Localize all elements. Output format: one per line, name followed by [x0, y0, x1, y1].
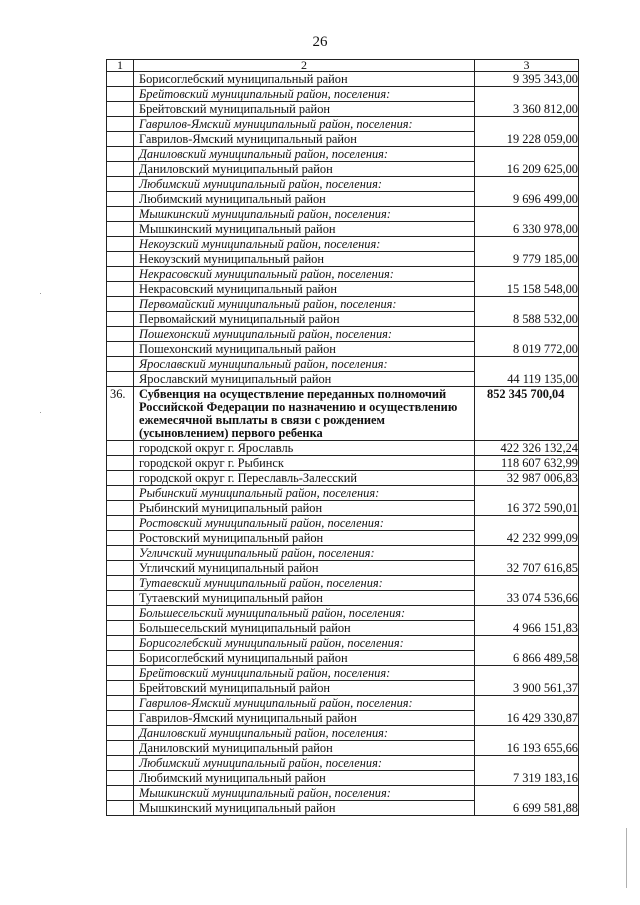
table-row: [107, 456, 579, 471]
table-row: [107, 192, 579, 207]
amount: [475, 756, 579, 771]
item-number: [107, 471, 134, 486]
item-number: [107, 162, 134, 177]
margin-mark: [626, 828, 627, 888]
district-subheading: Ярославский муниципальный район, поселения:: [134, 357, 475, 372]
item-number: [107, 561, 134, 576]
item-number: [107, 501, 134, 516]
subheading-row: [107, 297, 579, 312]
district-subheading: Тутаевский муниципальный район, поселения:: [134, 576, 475, 591]
recipient-name: городской округ г. Ярославль: [134, 441, 475, 456]
recipient-name: Любимский муниципальный район: [134, 192, 475, 207]
amount: 6 866 489,58: [475, 651, 579, 666]
item-number: [107, 252, 134, 267]
table-row: [107, 132, 579, 147]
table-row: [107, 681, 579, 696]
item-number: [107, 297, 134, 312]
item-number: [107, 117, 134, 132]
table-row: [107, 441, 579, 456]
recipient-name: Брейтовский муниципальный район: [134, 102, 475, 117]
table-row: [107, 501, 579, 516]
section-row: [107, 387, 579, 441]
item-number: [107, 636, 134, 651]
table-row: [107, 252, 579, 267]
district-subheading: Первомайский муниципальный район, поселения:: [134, 297, 475, 312]
item-number: [107, 72, 134, 87]
recipient-name: Брейтовский муниципальный район: [134, 681, 475, 696]
margin-speck: [40, 293, 41, 294]
subheading-row: [107, 696, 579, 711]
district-subheading: Мышкинский муниципальный район, поселения:: [134, 786, 475, 801]
item-number: [107, 237, 134, 252]
district-subheading: Брейтовский муниципальный район, поселения:: [134, 666, 475, 681]
table-row: [107, 801, 579, 816]
subheading-row: [107, 486, 579, 501]
item-number: [107, 207, 134, 222]
item-number: [107, 546, 134, 561]
district-subheading: Любимский муниципальный район, поселения:: [134, 756, 475, 771]
amount: 16 429 330,87: [475, 711, 579, 726]
budget-table: [106, 59, 579, 816]
amount: 118 607 632,99: [475, 456, 579, 471]
recipient-name: Любимский муниципальный район: [134, 771, 475, 786]
recipient-name: городской округ г. Рыбинск: [134, 456, 475, 471]
margin-speck: [40, 412, 41, 413]
amount: 9 779 185,00: [475, 252, 579, 267]
item-number: [107, 192, 134, 207]
subheading-row: [107, 606, 579, 621]
item-number: [107, 372, 134, 387]
item-number: 36.: [107, 387, 134, 441]
item-number: [107, 516, 134, 531]
subheading-row: [107, 327, 579, 342]
item-number: [107, 102, 134, 117]
district-subheading: Гаврилов-Ямский муниципальный район, поселения:: [134, 117, 475, 132]
item-number: [107, 606, 134, 621]
recipient-name: Ярославский муниципальный район: [134, 372, 475, 387]
amount: 32 707 616,85: [475, 561, 579, 576]
table-row: [107, 621, 579, 636]
item-number: [107, 342, 134, 357]
subheading-row: [107, 576, 579, 591]
table-row: [107, 471, 579, 486]
amount: [475, 267, 579, 282]
subheading-row: [107, 666, 579, 681]
amount: 33 074 536,66: [475, 591, 579, 606]
table-row: [107, 312, 579, 327]
district-subheading: Брейтовский муниципальный район, поселения:: [134, 87, 475, 102]
item-number: [107, 132, 134, 147]
header-col-3: 3: [475, 60, 579, 72]
item-number: [107, 267, 134, 282]
recipient-name: Угличский муниципальный район: [134, 561, 475, 576]
amount: 16 209 625,00: [475, 162, 579, 177]
amount: [475, 726, 579, 741]
header-col-1: 1: [107, 60, 134, 72]
amount: 3 900 561,37: [475, 681, 579, 696]
district-subheading: Мышкинский муниципальный район, поселения:: [134, 207, 475, 222]
subheading-row: [107, 357, 579, 372]
amount: [475, 786, 579, 801]
amount: 44 119 135,00: [475, 372, 579, 387]
item-number: [107, 786, 134, 801]
district-subheading: Ростовский муниципальный район, поселения:: [134, 516, 475, 531]
district-subheading: Даниловский муниципальный район, поселения:: [134, 147, 475, 162]
header-col-2: 2: [134, 60, 475, 72]
amount: 3 360 812,00: [475, 102, 579, 117]
table-row: [107, 651, 579, 666]
amount: [475, 516, 579, 531]
recipient-name: Некрасовский муниципальный район: [134, 282, 475, 297]
subheading-row: [107, 117, 579, 132]
page-number: 26: [312, 34, 328, 50]
district-subheading: Некоузский муниципальный район, поселения:: [134, 237, 475, 252]
amount: 9 696 499,00: [475, 192, 579, 207]
recipient-name: Первомайский муниципальный район: [134, 312, 475, 327]
item-number: [107, 282, 134, 297]
amount: [475, 87, 579, 102]
table-row: [107, 561, 579, 576]
table-row: [107, 741, 579, 756]
amount: 6 330 978,00: [475, 222, 579, 237]
item-number: [107, 741, 134, 756]
item-number: [107, 681, 134, 696]
recipient-name: Даниловский муниципальный район: [134, 162, 475, 177]
table-row: [107, 72, 579, 87]
item-number: [107, 726, 134, 741]
district-subheading: Угличский муниципальный район, поселения:: [134, 546, 475, 561]
subheading-row: [107, 636, 579, 651]
recipient-name: Ростовский муниципальный район: [134, 531, 475, 546]
recipient-name: Мышкинский муниципальный район: [134, 801, 475, 816]
table-body: [107, 72, 579, 816]
amount: 6 699 581,88: [475, 801, 579, 816]
amount: 4 966 151,83: [475, 621, 579, 636]
header-row: [107, 60, 579, 72]
recipient-name: Тутаевский муниципальный район: [134, 591, 475, 606]
district-subheading: Даниловский муниципальный район, поселения:: [134, 726, 475, 741]
item-number: [107, 456, 134, 471]
amount: [475, 666, 579, 681]
subheading-row: [107, 786, 579, 801]
recipient-name: Борисоглебский муниципальный район: [134, 72, 475, 87]
item-number: [107, 486, 134, 501]
table-row: [107, 531, 579, 546]
amount: [475, 297, 579, 312]
item-number: [107, 696, 134, 711]
subheading-row: [107, 516, 579, 531]
item-number: [107, 327, 134, 342]
district-subheading: Любимский муниципальный район, поселения:: [134, 177, 475, 192]
amount: [475, 357, 579, 372]
recipient-name: Гаврилов-Ямский муниципальный район: [134, 132, 475, 147]
recipient-name: Пошехонский муниципальный район: [134, 342, 475, 357]
item-number: [107, 177, 134, 192]
table-row: [107, 591, 579, 606]
item-number: [107, 621, 134, 636]
amount: 16 372 590,01: [475, 501, 579, 516]
amount: [475, 636, 579, 651]
amount: 42 232 999,09: [475, 531, 579, 546]
amount: 7 319 183,16: [475, 771, 579, 786]
amount: [475, 327, 579, 342]
amount: [475, 117, 579, 132]
amount: 16 193 655,66: [475, 741, 579, 756]
item-number: [107, 711, 134, 726]
amount: 19 228 059,00: [475, 132, 579, 147]
item-number: [107, 222, 134, 237]
district-subheading: Большесельский муниципальный район, поселения:: [134, 606, 475, 621]
amount: [475, 207, 579, 222]
district-subheading: Рыбинский муниципальный район, поселения:: [134, 486, 475, 501]
amount: [475, 576, 579, 591]
table-row: [107, 222, 579, 237]
amount: 15 158 548,00: [475, 282, 579, 297]
table-row: [107, 162, 579, 177]
subheading-row: [107, 726, 579, 741]
item-number: [107, 531, 134, 546]
amount: [475, 486, 579, 501]
recipient-name: Мышкинский муниципальный район: [134, 222, 475, 237]
subheading-row: [107, 237, 579, 252]
item-number: [107, 756, 134, 771]
amount: 422 326 132,24: [475, 441, 579, 456]
table-row: [107, 282, 579, 297]
item-number: [107, 771, 134, 786]
item-number: [107, 591, 134, 606]
table-row: [107, 102, 579, 117]
district-subheading: Пошехонский муниципальный район, поселения:: [134, 327, 475, 342]
recipient-name: Гаврилов-Ямский муниципальный район: [134, 711, 475, 726]
item-number: [107, 576, 134, 591]
item-number: [107, 312, 134, 327]
district-subheading: Борисоглебский муниципальный район, поселения:: [134, 636, 475, 651]
recipient-name: Даниловский муниципальный район: [134, 741, 475, 756]
table-row: [107, 711, 579, 726]
table-row: [107, 771, 579, 786]
amount: [475, 606, 579, 621]
item-number: [107, 357, 134, 372]
item-number: [107, 441, 134, 456]
subheading-row: [107, 207, 579, 222]
amount: [475, 147, 579, 162]
subheading-row: [107, 177, 579, 192]
amount: 8 588 532,00: [475, 312, 579, 327]
amount: 8 019 772,00: [475, 342, 579, 357]
subheading-row: [107, 756, 579, 771]
recipient-name: Некоузский муниципальный район: [134, 252, 475, 267]
amount: 852 345 700,04: [475, 387, 579, 441]
subheading-row: [107, 546, 579, 561]
recipient-name: Борисоглебский муниципальный район: [134, 651, 475, 666]
item-number: [107, 87, 134, 102]
table-row: [107, 342, 579, 357]
table-row: [107, 372, 579, 387]
amount: 32 987 006,83: [475, 471, 579, 486]
amount: [475, 237, 579, 252]
amount: [475, 696, 579, 711]
amount: [475, 177, 579, 192]
item-number: [107, 651, 134, 666]
item-number: [107, 801, 134, 816]
subheading-row: [107, 267, 579, 282]
item-number: [107, 666, 134, 681]
recipient-name: Рыбинский муниципальный район: [134, 501, 475, 516]
recipient-name: Большесельский муниципальный район: [134, 621, 475, 636]
district-subheading: Гаврилов-Ямский муниципальный район, поселения:: [134, 696, 475, 711]
item-number: [107, 147, 134, 162]
subheading-row: [107, 147, 579, 162]
amount: 9 395 343,00: [475, 72, 579, 87]
recipient-name: городской округ г. Переславль-Залесский: [134, 471, 475, 486]
amount: [475, 546, 579, 561]
subheading-row: [107, 87, 579, 102]
recipient-name: Субвенция на осуществление переданных полномочий Российской Федерации по назначению и осуществлению ежемесячной выплаты в связи с рождением (усыновлением) первого ребенка: [134, 387, 475, 441]
district-subheading: Некрасовский муниципальный район, поселения:: [134, 267, 475, 282]
